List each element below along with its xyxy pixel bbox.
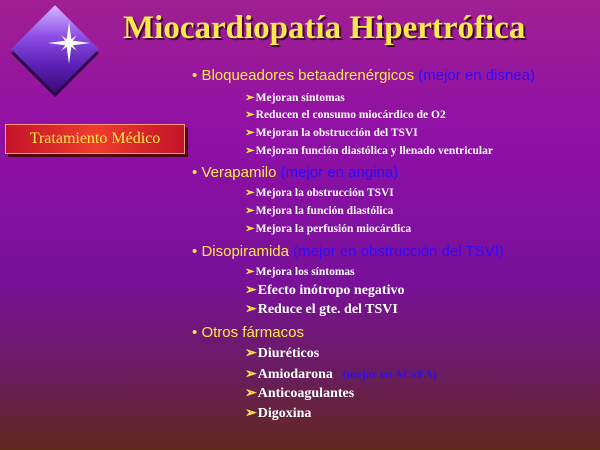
list-item: ➢Mejora los síntomas: [245, 266, 355, 278]
arrow-bullet-icon: ➢: [245, 145, 255, 157]
arrow-bullet-icon: ➢: [245, 205, 255, 217]
bullet: •: [192, 67, 198, 84]
section-label: Bloqueadores betaadrenérgicos: [201, 67, 415, 84]
slide-title: Miocardiopatía Hipertrófica: [123, 10, 526, 46]
list-item: ➢Reducen el consumo miocárdico de O2: [245, 109, 446, 121]
list-item: ➢Reduce el gte. del TSVI: [245, 302, 398, 317]
section-disopyramide: [192, 242, 504, 262]
arrow-bullet-icon: ➢: [245, 386, 257, 401]
list-item: ➢Diuréticos: [245, 346, 320, 361]
section-note: (mejor en obstrucción del TSVI): [293, 243, 504, 260]
section-verapamil: [192, 163, 398, 183]
list-item: ➢Anticoagulantes: [245, 386, 355, 401]
arrow-bullet-icon: ➢: [245, 346, 257, 361]
section-label: Disopiramida: [201, 243, 289, 260]
section-beta-blockers: [192, 66, 535, 86]
arrow-bullet-icon: ➢: [245, 223, 255, 235]
section-note: (mejor en disnea): [418, 67, 535, 84]
list-item: ➢Mejoran la obstrucción del TSVI: [245, 127, 418, 139]
list-item: ➢Mejoran función diastólica y llenado ventricular: [245, 145, 493, 157]
bullet: •: [192, 243, 198, 260]
list-item: ➢Mejora la perfusión miocárdica: [245, 223, 412, 235]
section-other-drugs: [192, 323, 304, 343]
arrow-bullet-icon: ➢: [245, 367, 257, 382]
section-note: (mejor en angina): [280, 164, 399, 181]
treatment-label: Tratamiento Médico: [29, 130, 161, 147]
arrow-bullet-icon: ➢: [245, 266, 255, 278]
arrow-bullet-icon: ➢: [245, 302, 257, 317]
list-item: ➢Efecto inótropo negativo: [245, 283, 405, 298]
sparkle-icon: [46, 20, 92, 66]
arrow-bullet-icon: ➢: [245, 127, 255, 139]
list-item: ➢Digoxina: [245, 406, 312, 421]
bullet: •: [192, 324, 198, 341]
list-item: ➢Amiodarona (mejor en ACxFA): [245, 367, 437, 382]
bullet: •: [192, 164, 198, 181]
item-note: (mejor en ACxFA): [342, 367, 437, 381]
list-item: ➢Mejora la función diastólica: [245, 205, 394, 217]
section-label: Verapamilo: [201, 164, 277, 181]
treatment-label-box: [5, 124, 185, 154]
list-item: ➢Mejora la obstrucción TSVI: [245, 187, 394, 199]
list-item: ➢Mejoran síntomas: [245, 92, 345, 104]
arrow-bullet-icon: ➢: [245, 187, 255, 199]
arrow-bullet-icon: ➢: [245, 283, 257, 298]
arrow-bullet-icon: ➢: [245, 109, 255, 121]
arrow-bullet-icon: ➢: [245, 406, 257, 421]
arrow-bullet-icon: ➢: [245, 92, 255, 104]
section-label: Otros fármacos: [201, 324, 304, 341]
